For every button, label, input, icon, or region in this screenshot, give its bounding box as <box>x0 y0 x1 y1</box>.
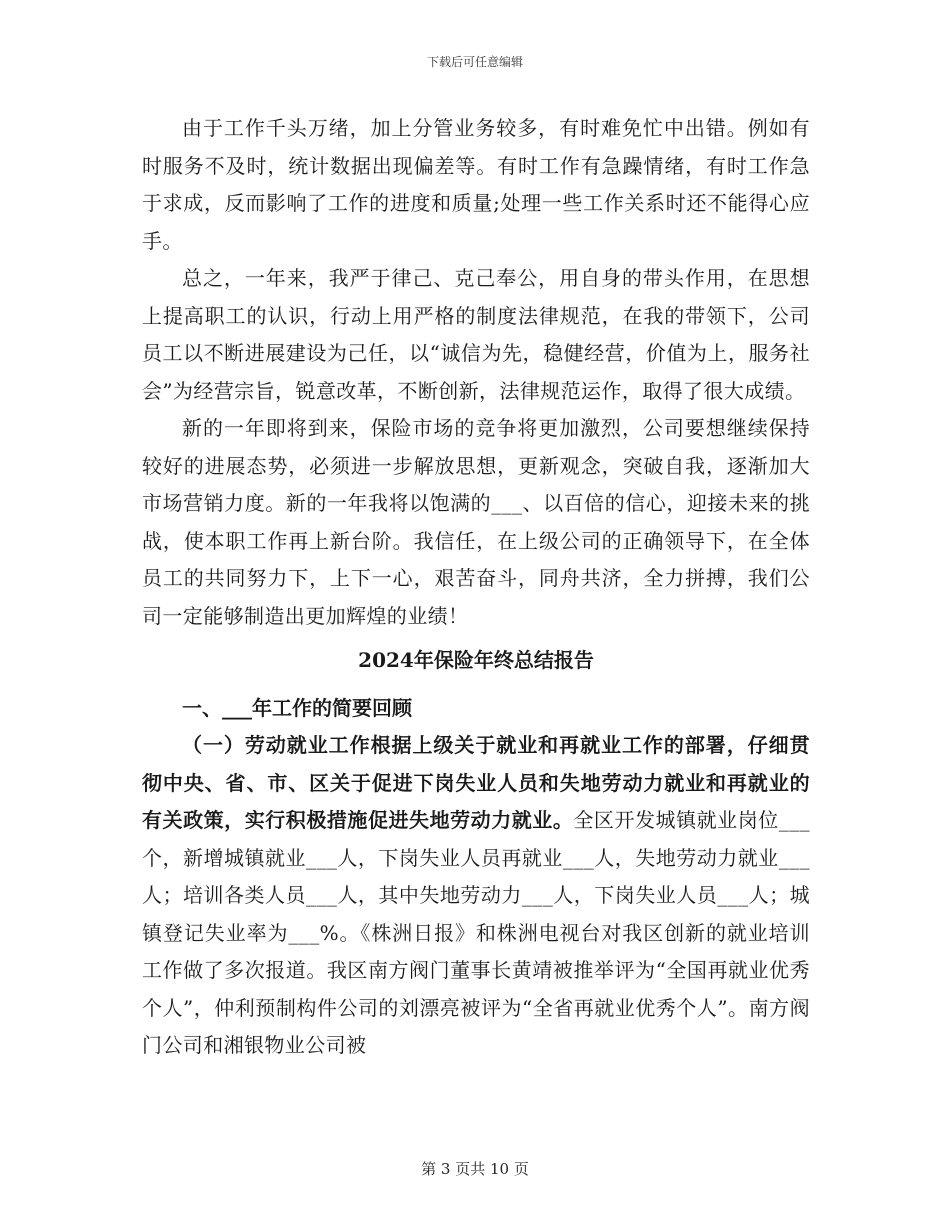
employment-details: 全区开发城镇就业岗位___个，新增城镇就业___人，下岗失业人员再就业___人，失地劳动力就业___人；培训各类人员___人，其中失地劳动力___人，下岗失业人员___人；城镇登记失业率为___%。《株洲日报》和株洲电视台对我区创新的就业培训工作做了多次报道。我区南方阀门董事长黄靖被推举评为“全国再就业优秀个人”，仲利预制构件公司的刘漂亮被评为“全省再就业优秀个人”。南方阀门公司和湘银物业公司被 <box>142 808 810 1057</box>
employment-bold-lead: （一）劳动就业工作根据上级关于就业和再就业工作的部署，仔细贯彻中央、省、市、区关于促进下岗失业人员和失地劳动力就业和再就业的有关政策，实行积极措施促进失地劳动力就业。 <box>142 733 810 832</box>
section-heading: 一、___年工作的简要回顾 <box>182 695 412 720</box>
paragraph-outlook: 新的一年即将到来，保险市场的竞争将更加激烈，公司要想继续保持较好的进展态势，必须进一步解放思想，更新观念，突破自我，逐渐加大市场营销力度。新的一年我将以饱满的___、以百倍的信心，迎接未来的挑战，使本职工作再上新台阶。我信任，在上级公司的正确领导下，在全体员工的共同努力下，上下一心，艰苦奋斗，同舟共济，全力拼搏，我们公司一定能够制造出更加辉煌的业绩！ <box>142 416 810 628</box>
page-footer: 第 3 页共 10 页 <box>421 1160 529 1178</box>
report-title: 2024年保险年终总结报告 <box>358 648 594 672</box>
paragraph-summary: 总之，一年来，我严于律己、克己奉公，用自身的带头作用，在思想上提高职工的认识，行动上用严格的制度法律规范，在我的带领下，公司员工以不断进展建设为己任，以“诚信为先，稳健经营，价值为上，服务社会”为经营宗旨，锐意改革，不断创新，法律规范运作，取得了很大成绩。 <box>142 266 810 403</box>
document-body <box>142 110 810 1065</box>
paragraph-shortcomings: 由于工作千头万绪，加上分管业务较多，有时难免忙中出错。例如有时服务不及时，统计数据出现偏差等。有时工作有急躁情绪，有时工作急于求成，反而影响了工作的进度和质量;处理一些工作关系时还不能得心应手。 <box>142 116 810 253</box>
page-header: 下载后可任意编辑 <box>426 55 523 69</box>
paragraph-employment <box>142 727 810 1065</box>
